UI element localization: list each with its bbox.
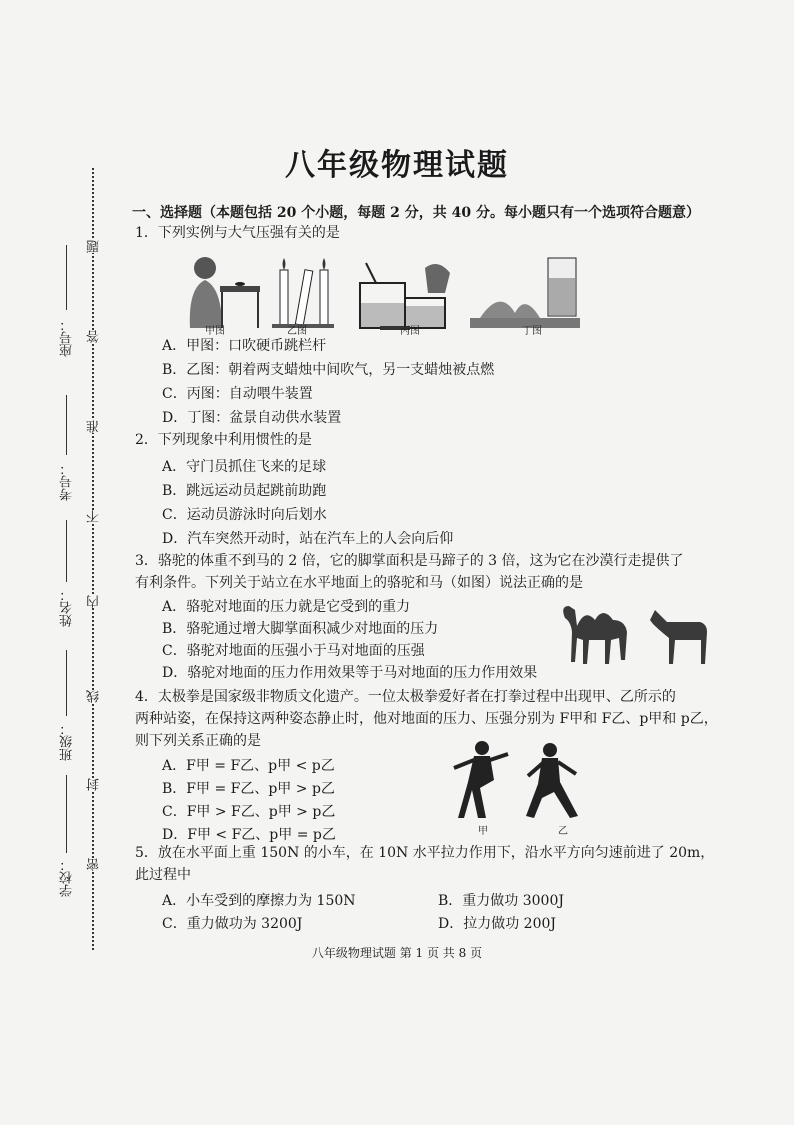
figure-label: 乙图 bbox=[287, 326, 307, 337]
q2-option-d: D．汽车突然开动时，站在汽车上的人会向后仰 bbox=[162, 531, 454, 547]
question-4-stem-line2: 两种站姿，在保持这两种姿态静止时，他对地面的压力、压强分别为 F甲和 F乙、p甲和 p乙， bbox=[135, 711, 718, 727]
figure-bing-cattle-feeder bbox=[360, 263, 450, 330]
seal-char: 题 bbox=[87, 240, 102, 253]
question-4-stem-line3: 则下列关系正确的是 bbox=[135, 733, 261, 749]
seal-char: 封 bbox=[87, 778, 102, 791]
q2-option-a: A．守门员抓住飞来的足球 bbox=[162, 459, 327, 475]
q5-option-a: A．小车受到的摩擦力为 150N bbox=[162, 893, 356, 909]
seal-char: 不 bbox=[87, 510, 102, 523]
seal-dotted-line bbox=[92, 168, 94, 950]
q3-option-b: B．骆驼通过增大脚掌面积减少对地面的压力 bbox=[162, 621, 439, 637]
seal-char: 密 bbox=[87, 858, 102, 871]
q5-option-b: B．重力做功 3000J bbox=[438, 893, 564, 909]
q3-option-c: C．骆驼对地面的压强小于马对地面的压强 bbox=[162, 643, 425, 659]
q1-option-a: A．甲图：口吹硬币跳栏杆 bbox=[162, 338, 327, 354]
question-5-stem-line1: 5．放在水平面上重 150N 的小车，在 10N 水平拉力作用下，沿水平方向匀速前进了 20m， bbox=[135, 845, 715, 861]
class-blank[interactable] bbox=[66, 650, 67, 716]
question-4-stem-line1: 4．太极拳是国家级非物质文化遗产。一位太极拳爱好者在打拳过程中出现甲、乙所示的 bbox=[135, 689, 676, 705]
q1-option-d: D．丁图：盆景自动供水装置 bbox=[162, 410, 342, 426]
figure-label: 丁图 bbox=[522, 326, 542, 337]
camel-horse-figure bbox=[555, 598, 715, 670]
figure-label: 乙 bbox=[558, 826, 568, 837]
page-title: 八年级物理试题 bbox=[285, 148, 509, 183]
seal-char: 准 bbox=[87, 420, 102, 433]
exam-number-label: 考号： bbox=[60, 462, 75, 501]
taiji-stance-yi-icon bbox=[526, 743, 578, 818]
q3-option-a: A．骆驼对地面的压力就是它受到的重力 bbox=[162, 599, 411, 615]
q5-option-c: C．重力做功为 3200J bbox=[162, 916, 303, 932]
q5-option-d: D．拉力做功 200J bbox=[438, 916, 557, 932]
seal-char: 答 bbox=[87, 330, 102, 343]
class-label: 班级： bbox=[60, 722, 75, 761]
name-label: 姓名： bbox=[60, 588, 75, 627]
seat-number-blank[interactable] bbox=[66, 245, 67, 310]
school-blank[interactable] bbox=[66, 775, 67, 853]
name-blank[interactable] bbox=[66, 520, 67, 582]
question-3-stem-line2: 有利条件。下列关于站立在水平地面上的骆驼和马（如图）说法正确的是 bbox=[135, 575, 583, 591]
school-label: 学校： bbox=[60, 858, 75, 897]
figure-yi-candles bbox=[272, 258, 334, 328]
figure-ding-water-supply bbox=[470, 258, 580, 328]
question-5-stem-line2: 此过程中 bbox=[135, 867, 191, 883]
figure-label: 甲 bbox=[478, 826, 488, 837]
q3-option-d: D．骆驼对地面的压力作用效果等于马对地面的压力作用效果 bbox=[162, 665, 538, 681]
q2-option-c: C．运动员游泳时向后划水 bbox=[162, 507, 327, 523]
q4-option-d: D．F甲 < F乙、p甲 = p乙 bbox=[162, 827, 336, 843]
page-footer: 八年级物理试题 第 1 页 共 8 页 bbox=[311, 946, 483, 960]
seat-number-label: 座号： bbox=[60, 318, 75, 357]
q2-option-b: B．跳远运动员起跳前助跑 bbox=[162, 483, 327, 499]
exam-number-blank[interactable] bbox=[66, 395, 67, 455]
horse-icon bbox=[650, 610, 707, 664]
seal-char: 内 bbox=[87, 595, 102, 608]
seal-char: 线 bbox=[87, 690, 102, 703]
q1-option-b: B．乙图：朝着两支蜡烛中间吹气，另一支蜡烛被点燃 bbox=[162, 362, 495, 378]
taiji-figures bbox=[450, 738, 590, 822]
section-heading: 一、选择题（本题包括 20 个小题，每题 2 分，共 40 分。每小题只有一个选项符合题意） bbox=[132, 205, 700, 221]
question-3-stem-line1: 3．骆驼的体重不到马的 2 倍，它的脚掌面积是马蹄子的 3 倍，这为它在沙漠行走提供了 bbox=[135, 553, 684, 569]
question-1-stem: 1．下列实例与大气压强有关的是 bbox=[135, 225, 340, 241]
q4-option-a: A．F甲 = F乙、p甲 < p乙 bbox=[162, 758, 335, 774]
taiji-stance-jia-icon bbox=[454, 741, 508, 818]
camel-icon bbox=[563, 606, 627, 664]
q4-option-c: C．F甲 > F乙、p甲 > p乙 bbox=[162, 804, 336, 820]
q1-option-c: C．丙图：自动喂牛装置 bbox=[162, 386, 313, 402]
q4-option-b: B．F甲 = F乙、p甲 > p乙 bbox=[162, 781, 335, 797]
figure-jia-blowing-coin bbox=[190, 257, 260, 328]
figure-label: 丙图 bbox=[400, 326, 420, 337]
figure-label: 甲图 bbox=[205, 326, 225, 337]
question-2-stem: 2．下列现象中利用惯性的是 bbox=[135, 432, 312, 448]
